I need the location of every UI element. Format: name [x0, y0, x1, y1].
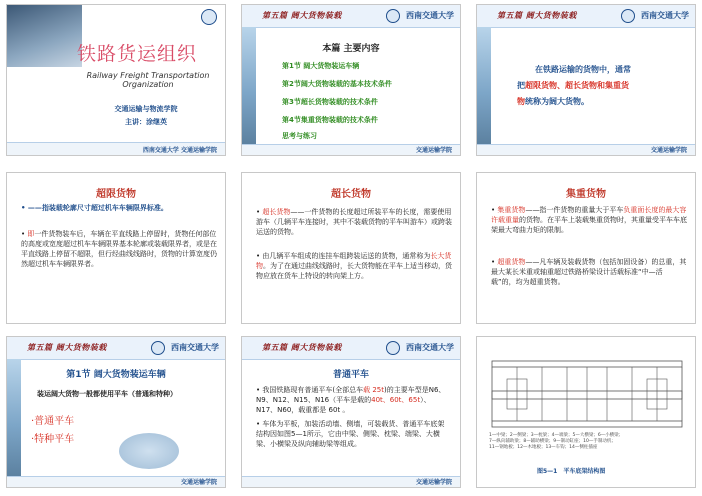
bullet-1: • 集重货物——指一件货物的重量大于平车负重面长度的最大容许载重量的货物。在平车上装载集重货物时，其重量受平车车底架最大弯曲力矩的限制。 [491, 206, 687, 234]
university-name: 西南交通大学 [641, 10, 689, 20]
slide-flatcar[interactable] [241, 336, 461, 488]
slide-title-bar [7, 337, 225, 360]
slide-concentrated[interactable] [476, 172, 696, 324]
university-name: 西南交通大学 [171, 342, 219, 352]
footer-text: 交通运输学院 [415, 479, 452, 486]
slide-footer [7, 142, 225, 155]
slide-title-bar [477, 5, 695, 28]
slide-heading: 集重货物 [566, 189, 606, 200]
series-title: 第五篇 阔大货物装载 [27, 342, 107, 352]
slide-footer [242, 476, 460, 487]
university-logo-icon [201, 9, 217, 25]
slide-intro[interactable] [476, 4, 696, 156]
contents-item-2[interactable]: 第2节阔大货物装载的基本技术条件 [282, 80, 392, 88]
slide-footer [477, 144, 695, 155]
intro-line-2: 把超限货物、超长货物和集重货 [517, 81, 629, 90]
series-title: 第五篇 阔大货物装载 [262, 10, 342, 20]
section-text: 装运阔大货物一般都使用平车（普通和特种） [37, 390, 177, 398]
slide-footer [242, 144, 460, 155]
contents-item-3[interactable]: 第3节超长货物装载的技术条件 [282, 98, 378, 106]
intro-line-3: 物统称为阔大货物。 [517, 97, 589, 106]
figure-caption: 图5—1 平车底架结构图 [537, 468, 606, 475]
series-title: 第五篇 阔大货物装载 [262, 342, 342, 352]
university-logo-icon [621, 9, 635, 23]
university-logo-icon [386, 9, 400, 23]
contents-item-5[interactable]: 思考与练习 [282, 132, 317, 140]
contents-item-1[interactable]: 第1节 阔大货物装运车辆 [282, 62, 360, 70]
slide-cover[interactable] [6, 4, 226, 156]
intro-line-1: 在铁路运输的货物中，通常 [535, 65, 631, 74]
university-logo-icon [386, 341, 400, 355]
series-title: 第五篇 阔大货物装载 [497, 10, 577, 20]
slide-footer [7, 476, 225, 487]
bullet-2: • 即一件货物装车后，车辆在平直线路上停留时，货物任何部位的高度或宽度超过机车车辆限界基本轮廓或装载限界者，或是在平直线路上停留不超限，但行经曲线线路时，货物的计算宽度仍然超过机车车辆限界者。 [21, 230, 217, 268]
footer-text: 西南交通大学 交通运输学院 [142, 147, 217, 154]
bullet-1: • 我国铁路现有普通平车(全部总车载 25t)的主要车型是N6、N9、N12、N15、N16（平车是载的40t、60t、65t）、N17、N60，载重都是 60t 。 [256, 386, 446, 414]
bullet-2: • 超重货物——凡车辆及装载货物（包括加固设备）的总重，其最大某长米重或轴重超过铁路桥梁设计活载标准“中—活载”的，均为超重货物。 [491, 258, 687, 286]
footer-text: 交通运输学院 [650, 147, 687, 154]
contents-item-4[interactable]: 第4节集重货物装载的技术条件 [282, 116, 378, 124]
section-item-2: ·特种平车 [31, 434, 75, 445]
railcar-illustration [119, 433, 179, 469]
slide-heading: 普通平车 [332, 370, 369, 380]
footer-text: 交通运输学院 [415, 147, 452, 154]
cover-lecturer: 主讲：涂继英 [125, 118, 167, 126]
slide-out-of-gauge[interactable] [6, 172, 226, 324]
bullet-2: • 车体为平板，加装活动墙、侧墙，可装载货、普通平车底架结构因如图5—1所示，它由中梁、侧梁、枕梁、端梁、大横梁、小横梁及纵向辅助梁等组成。 [256, 420, 445, 448]
university-name: 西南交通大学 [406, 10, 454, 20]
bullet-1: • 超长货物——一件货物的长度超过所装平车的长度，需要使用游车（几辆平车连接时，其中不装载货物的平车叫游车）或跨装运送的货物。 [256, 208, 452, 236]
slide-title-bar [242, 5, 460, 28]
footer-text: 交通运输学院 [180, 479, 217, 486]
slide-title-bar [242, 337, 460, 360]
side-photo [477, 27, 491, 147]
university-name: 西南交通大学 [406, 342, 454, 352]
cover-school: 交通运输与物流学院 [114, 105, 178, 113]
slide-figure[interactable] [476, 336, 696, 488]
slide-section-1[interactable] [6, 336, 226, 488]
slide-contents[interactable] [241, 4, 461, 156]
section-heading: 第1节 阔大货物装运车辆 [66, 370, 166, 380]
slide-heading: 超限货物 [96, 189, 136, 200]
bullet-2: • 由几辆平车组成的连挂车组跨装运送的货物，通常称为长大货物。为了在通过曲线线路时，长大货物能在平车上适当移动，货物应放在货车上特设的转向架上方。 [256, 252, 452, 280]
slide-heading: 超长货物 [331, 189, 371, 200]
slide-overlength[interactable] [241, 172, 461, 324]
contents-heading: 本篇 主要内容 [322, 44, 380, 54]
section-item-1: ·普通平车 [31, 416, 75, 427]
figure-legend: 1—中梁；2—侧梁；3—枕梁；4—端梁；5—大横梁；6—小横梁； 7—纵向辅助梁；8—辅助横梁；9—制动缸座；10—手制动机； 11—钢地板；12—木地板；13—车钩；14—侧柱插座 [489, 433, 624, 450]
university-logo-icon [151, 341, 165, 355]
cover-title: 铁路货运组织 [77, 43, 198, 65]
bullet-1: • ——指装载轮廓尺寸超过机车车辆限界标准。 [21, 204, 168, 212]
cover-photo [7, 5, 82, 67]
cover-title-english: Railway Freight Transportation Organization [86, 71, 210, 89]
